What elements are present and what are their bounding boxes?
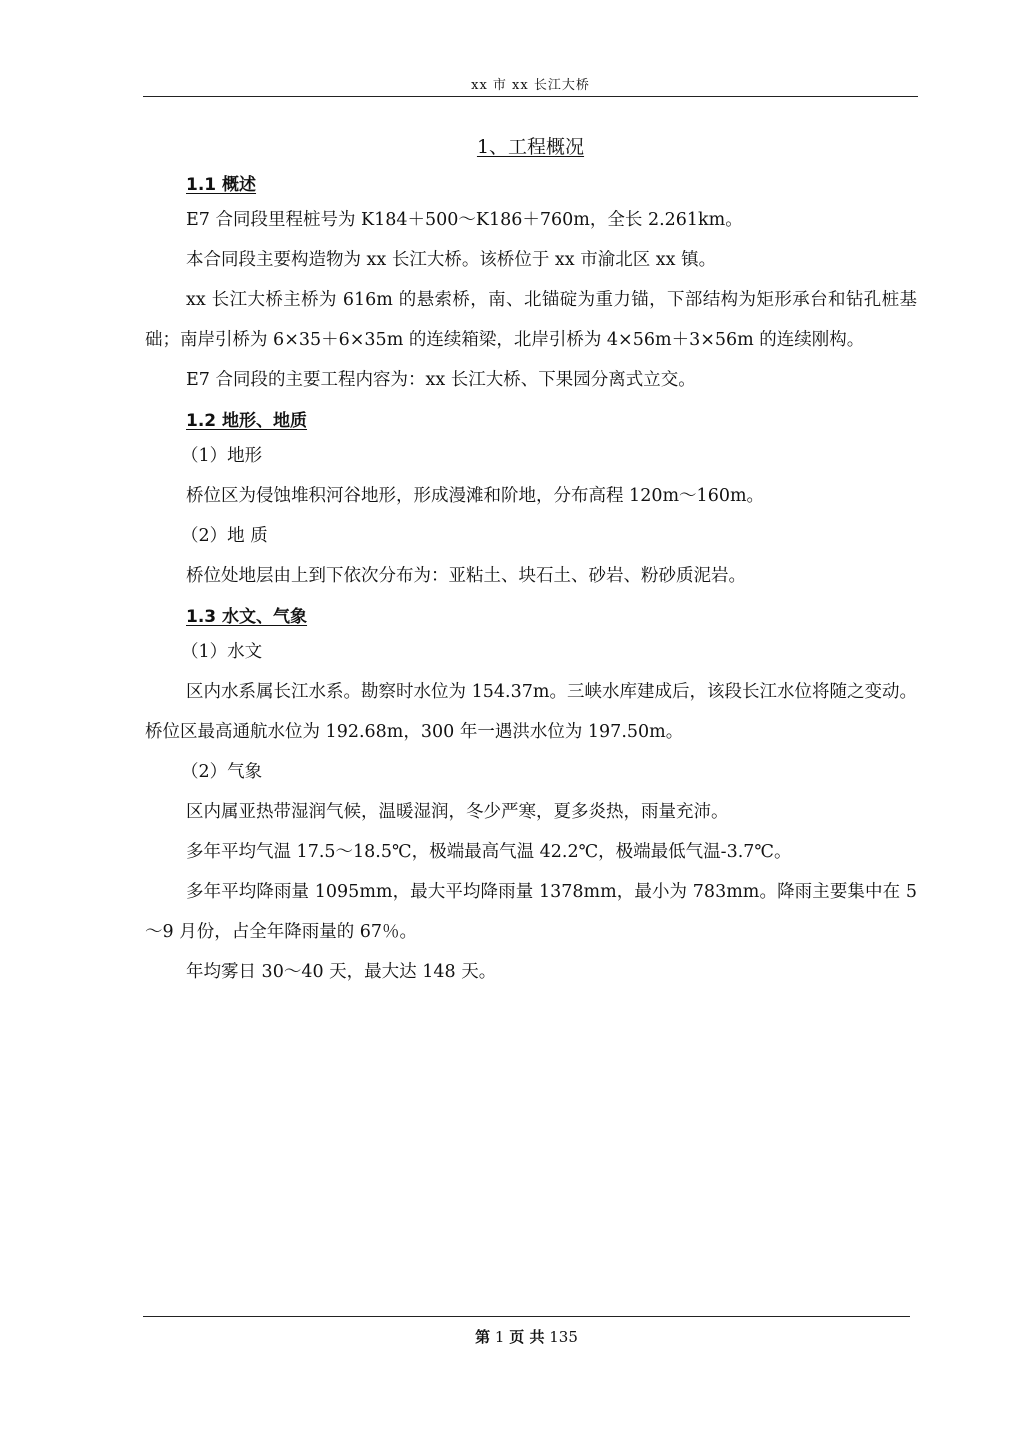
paragraph: E7 合同段的主要工程内容为：xx 长江大桥、下果园分离式立交。 [186,370,696,390]
paragraph: 区内水系属长江水系。勘察时水位为 154.37m。三峡水库建成后，该段长江水位将随之变动。桥位区最高通航水位为 192.68m，300 年一遇洪水位为 197.50m。 [145,682,917,742]
footer-rule [143,1316,910,1317]
subheading: （1）地形 [181,446,263,466]
footer-total-pages: 135 [549,1328,578,1346]
section-heading-1-1: 1.1 概述 [186,175,257,195]
page-title [143,132,918,159]
subheading: （1）水文 [181,642,263,662]
paragraph: 桥位处地层由上到下依次分布为：亚粘土、块石土、砂岩、粉砂质泥岩。 [186,566,746,586]
section-heading-1-2: 1.2 地形、地质 [186,411,308,431]
page-footer [143,1326,910,1347]
footer-label-b: 页 共 [509,1328,545,1346]
section-heading-1-3: 1.3 水文、气象 [186,607,308,627]
document-body [145,170,917,992]
running-header: xx 市 xx 长江大桥 [471,78,590,93]
footer-page-number: 1 [494,1328,505,1346]
paragraph: 桥位区为侵蚀堆积河谷地形，形成漫滩和阶地，分布高程 120m～160m。 [186,486,765,506]
paragraph: 区内属亚热带湿润气候，温暖湿润，冬少严寒，夏多炎热，雨量充沛。 [186,802,729,822]
subheading: （2）地 质 [181,526,268,546]
paragraph: 多年平均气温 17.5～18.5℃，极端最高气温 42.2℃，极端最低气温-3.7℃。 [186,842,792,862]
paragraph: 本合同段主要构造物为 xx 长江大桥。该桥位于 xx 市渝北区 xx 镇。 [186,250,717,270]
page-title-text: 1、工程概况 [476,136,585,158]
footer-label-a: 第 [475,1328,491,1346]
paragraph: xx 长江大桥主桥为 616m 的悬索桥，南、北锚碇为重力锚，下部结构为矩形承台和钻孔桩基础；南岸引桥为 6×35＋6×35m 的连续箱梁，北岸引桥为 4×56m＋3×56m 的连续刚构。 [145,290,917,350]
subheading: （2）气象 [181,762,263,782]
paragraph: E7 合同段里程桩号为 K184＋500～K186＋760m，全长 2.261km。 [186,210,743,230]
paragraph: 年均雾日 30～40 天，最大达 148 天。 [186,962,497,982]
header-rule [143,96,918,97]
paragraph: 多年平均降雨量 1095mm，最大平均降雨量 1378mm，最小为 783mm。降雨主要集中在 5～9 月份，占全年降雨量的 67％。 [145,882,917,942]
